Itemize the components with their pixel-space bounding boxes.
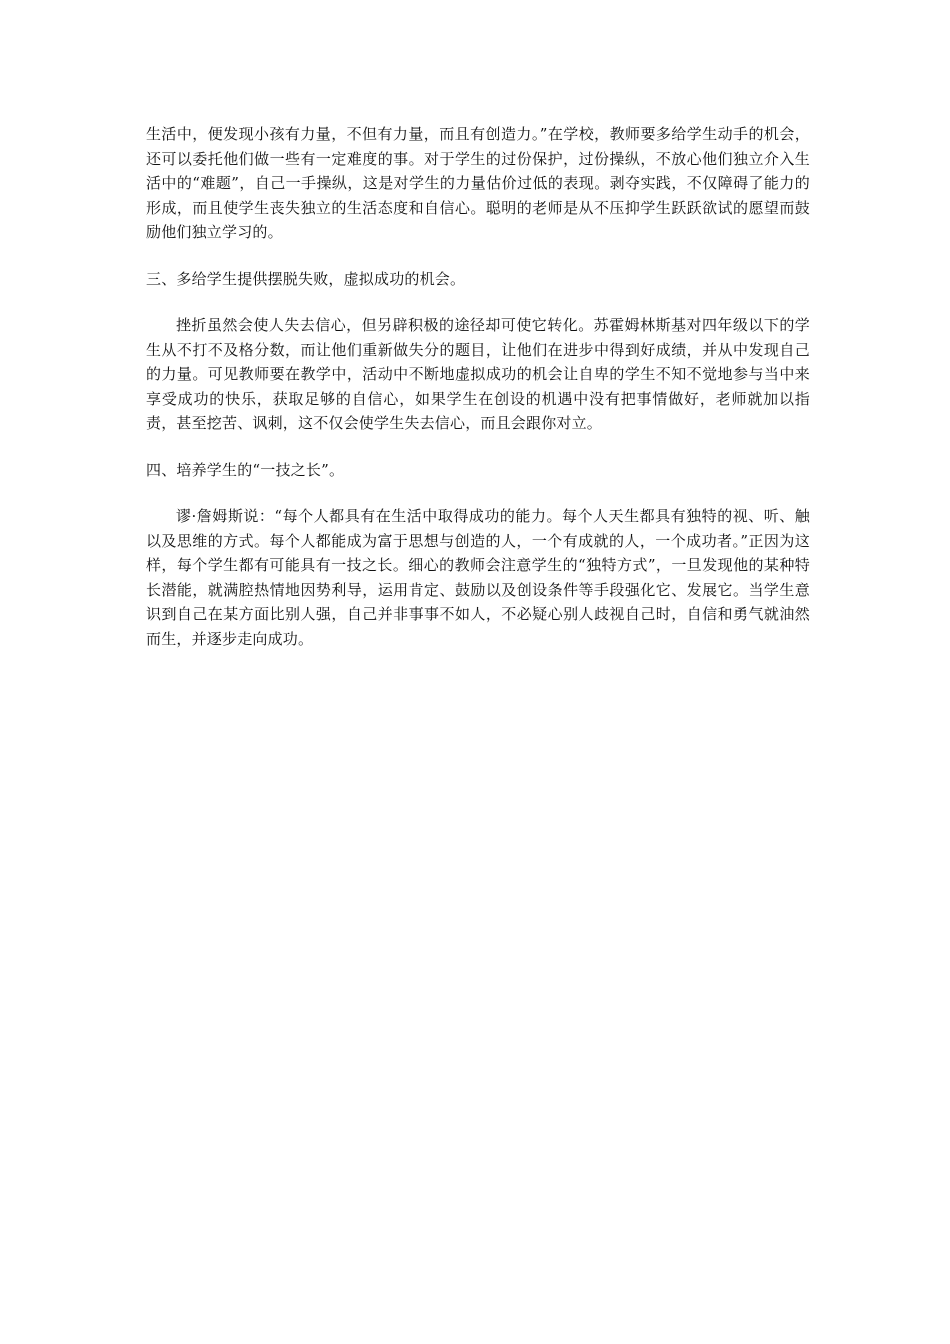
paragraph-section-3: 挫折虽然会使人失去信心，但另辟积极的途径却可使它转化。苏霍姆林斯基对四年级以下的学生从不打不及格分数，而让他们重新做失分的题目，让他们在进步中得到好成绩，并从中发现自己的力量。可见教师要在教学中，活动中不断地虚拟成功的机会让自卑的学生不知不觉地参与当中来享受成功的快乐，获取足够的自信心，如果学生在创设的机遇中没有把事情做好，老师就加以指责，甚至挖苦、讽刺，这不仅会使学生失去信心，而且会跟你对立。 [146,316,810,432]
section-heading-4: 四、培养学生的“一技之长”。 [146,460,345,479]
paragraph-section-4: 谬·詹姆斯说：“每个人都具有在生活中取得成功的能力。每个人天生都具有独特的视、听、触以及思维的方式。每个人都能成为富于思想与创造的人，一个有成就的人，一个成功者。”正因为这样，每个学生都有可能具有一技之长。细心的教师会注意学生的“独特方式”，一旦发现他的某种特长潜能，就满腔热情地因势利导，运用肯定、鼓励以及创设条件等手段强化它、发展它。当学生意识到自己在某方面比别人强，自己并非事事不如人，不必疑心别人歧视自己时，自信和勇气就油然而生，并逐步走向成功。 [146,507,810,648]
section-heading-3: 三、多给学生提供摆脱失败，虚拟成功的机会。 [146,269,466,288]
document-body [146,122,810,651]
paragraph-continued: 生活中，便发现小孩有力量，不但有力量，而且有创造力。”在学校，教师要多给学生动手的机会，还可以委托他们做一些有一定难度的事。对于学生的过份保护，过份操纵，不放心他们独立介入生活中的“难题”，自己一手操纵，这是对学生的力量估价过低的表现。剥夺实践，不仅障碍了能力的形成，而且使学生丧失独立的生活态度和自信心。聪明的老师是从不压抑学生跃跃欲试的愿望而鼓励他们独立学习的。 [146,125,810,241]
